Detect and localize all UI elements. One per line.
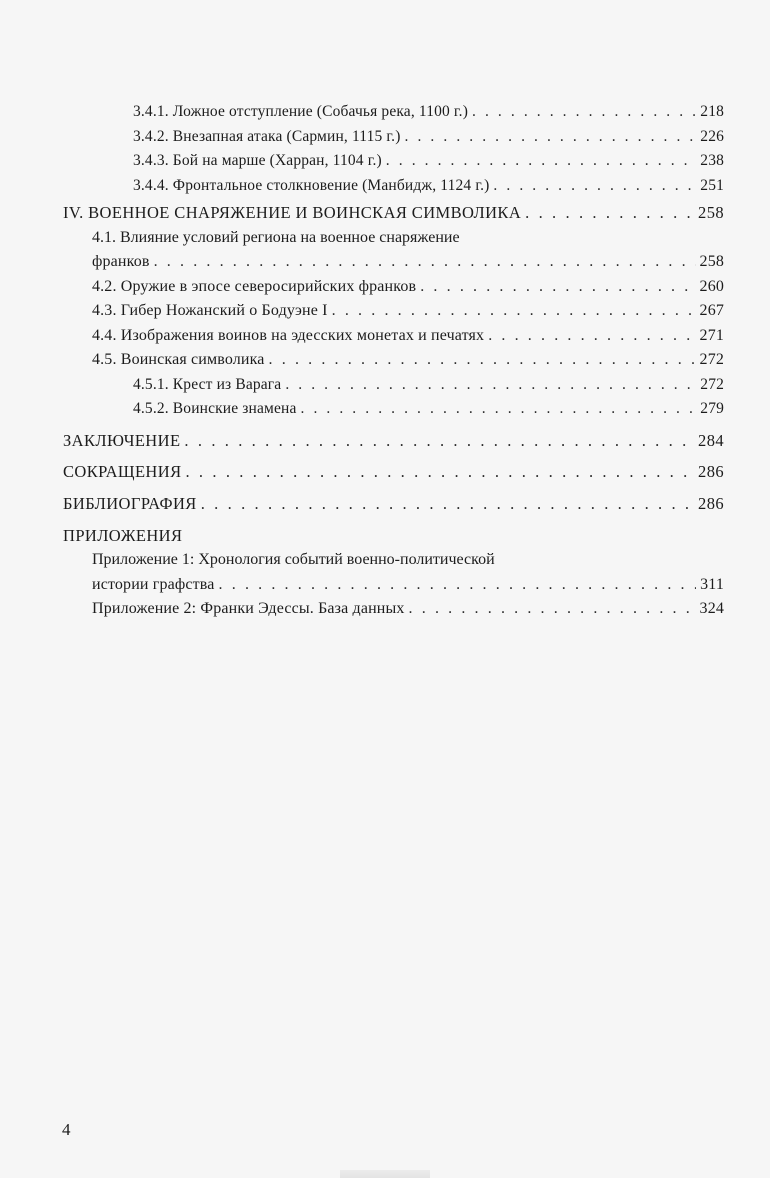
toc-entry-page: 271 [699,326,724,344]
toc-chapter [63,201,724,226]
toc-entry-title: 4.3. Гибер Ножанский о Бодуэне I [92,302,328,319]
toc-entry [63,299,724,324]
toc-entry [63,125,724,150]
dot-leader [201,492,694,517]
toc-entry-title: 3.4.2. Внезапная атака (Сармин, 1115 г.) [133,127,401,145]
toc-entry [63,174,724,199]
dot-leader [493,174,696,199]
toc-chapter-title: IV. ВОЕННОЕ СНАРЯЖЕНИЕ И ВОИНСКАЯ СИМВОЛИКА [63,203,522,222]
dot-leader [185,460,694,485]
toc-entry-title: Приложение 2: Франки Эдессы. База данных [92,600,405,617]
page-number: 4 [62,1120,71,1139]
toc-entry-line2 [92,573,724,598]
dot-leader [332,299,696,324]
toc-chapter-page: 286 [698,462,724,481]
toc-chapter [63,460,724,485]
toc-entry-page: 272 [700,375,724,393]
toc-entry-page: 267 [699,302,724,319]
dot-leader [405,125,697,150]
dot-leader [525,201,694,226]
toc-entry [63,324,724,349]
toc-entry [63,397,724,422]
toc-entry [63,226,724,275]
toc-entry-page: 272 [699,351,724,368]
toc-chapter-page: 284 [698,430,724,450]
toc-entry [63,275,724,300]
toc-entry [63,348,724,373]
dot-leader [488,324,695,349]
toc-entry-line2 [92,250,724,275]
toc-entry-title: 4.4. Изображения воинов на эдесских монетах и печатях [92,326,485,344]
dot-leader [409,597,696,622]
table-of-contents [63,100,724,622]
dot-leader [269,348,696,373]
toc-entry [63,149,724,174]
toc-entry-page: 218 [700,103,724,120]
dot-leader [184,429,694,454]
toc-entry-page: 226 [700,127,724,145]
toc-entry [63,597,724,622]
toc-entry-title: 3.4.4. Фронтальное столкновение (Манбидж, 1124 г.) [133,176,490,194]
dot-leader [154,250,696,275]
toc-entry-title: 4.5.1. Крест из Варага [133,375,282,393]
toc-entry-title-line1: 4.1. Влияние условий региона на военное снаряжение [92,228,460,246]
toc-entry-title: 4.2. Оружие в эпосе северосирийских франков [92,277,417,295]
dot-leader [285,373,696,398]
dot-leader [472,100,696,125]
toc-entry-title: 4.5.2. Воинские знамена [133,400,297,417]
toc-chapter-title: ЗАКЛЮЧЕНИЕ [63,430,181,450]
toc-chapter-page: 286 [698,493,724,513]
toc-entry-page: 311 [700,575,724,593]
toc-entry-title: 3.4.3. Бой на марше (Харран, 1104 г.) [133,152,382,169]
toc-entry-page: 279 [700,400,724,417]
toc-entry-page: 260 [699,277,724,295]
toc-chapter-page: 258 [698,203,724,222]
toc-entry-title-line2: истории графства [92,575,215,593]
bottom-edge-mark [340,1170,430,1178]
dot-leader [301,397,697,422]
toc-entry-title-line2: франков [92,253,150,270]
dot-leader [386,149,697,174]
toc-entry-page: 324 [699,600,724,617]
toc-appendices-heading: ПРИЛОЖЕНИЯ [63,526,183,545]
toc-entry-page: 258 [699,253,724,270]
toc-chapter-title: СОКРАЩЕНИЯ [63,462,182,481]
dot-leader [420,275,695,300]
toc-chapter-title: БИБЛИОГРАФИЯ [63,493,197,513]
toc-chapter [63,492,724,517]
toc-entry-title: 4.5. Воинская символика [92,351,265,368]
toc-entry-title: 3.4.1. Ложное отступление (Собачья река, 1100 г.) [133,103,469,120]
toc-entry [63,100,724,125]
toc-entry-page: 238 [700,152,724,169]
dot-leader [219,573,697,598]
toc-entry [63,548,724,597]
toc-entry-page: 251 [700,176,724,194]
toc-entry [63,373,724,398]
toc-chapter [63,429,724,454]
toc-entry-title-line1: Приложение 1: Хронология событий военно-политической [92,551,495,568]
